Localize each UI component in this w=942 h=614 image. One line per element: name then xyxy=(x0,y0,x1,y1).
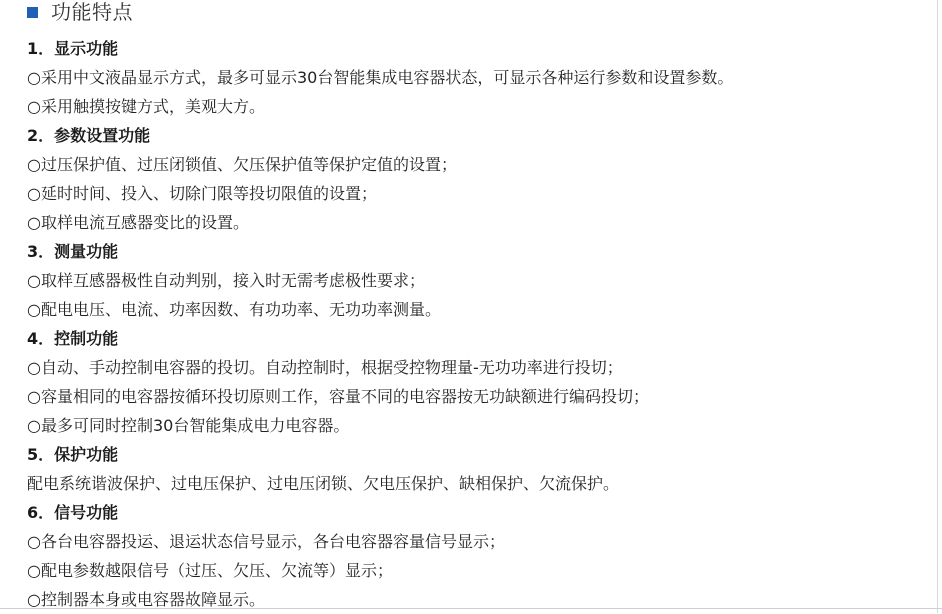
list-item: ○最多可同时控制30台智能集成电力电容器。 xyxy=(27,416,350,435)
square-bullet-icon xyxy=(27,7,38,18)
section-title-protection: 5．保护功能 xyxy=(27,445,119,464)
features-list xyxy=(27,34,932,614)
section-title-settings: 2．参数设置功能 xyxy=(27,126,151,145)
section-title-control: 4．控制功能 xyxy=(27,329,119,348)
list-item: ○采用触摸按键方式，美观大方。 xyxy=(27,97,265,116)
section-title-signal: 6．信号功能 xyxy=(27,503,119,522)
list-item: ○采用中文液晶显示方式，最多可显示30台智能集成电容器状态，可显示各种运行参数和设置参数。 xyxy=(27,68,734,87)
section-title-measurement: 3．测量功能 xyxy=(27,242,119,261)
list-item: ○延时时间、投入、切除门限等投切限值的设置； xyxy=(27,184,377,203)
list-item: ○各台电容器投运、退运状态信号显示，各台电容器容量信号显示； xyxy=(27,532,505,551)
features-title: 功能特点 xyxy=(51,0,133,24)
list-item: ○过压保护值、过压闭锁值、欠压保护值等保护定值的设置； xyxy=(27,155,457,174)
list-item: 配电系统谐波保护、过电压保护、过电压闭锁、欠电压保护、缺相保护、欠流保护。 xyxy=(27,474,620,493)
list-item: ○控制器本身或电容器故障显示。 xyxy=(27,590,265,609)
list-item: ○配电参数越限信号（过压、欠压、欠流等）显示； xyxy=(27,561,393,580)
section-title-display: 1．显示功能 xyxy=(27,39,119,58)
list-item: ○容量相同的电容器按循环投切原则工作，容量不同的电容器按无功缺额进行编码投切； xyxy=(27,387,649,406)
features-heading xyxy=(27,0,133,24)
list-item: ○配电电压、电流、功率因数、有功功率、无功功率测量。 xyxy=(27,300,441,319)
list-item: ○自动、手动控制电容器的投切。自动控制时，根据受控物理量-无功功率进行投切； xyxy=(27,358,623,377)
list-item: ○取样互感器极性自动判别，接入时无需考虑极性要求； xyxy=(27,271,425,290)
list-item: ○取样电流互感器变比的设置。 xyxy=(27,213,249,232)
